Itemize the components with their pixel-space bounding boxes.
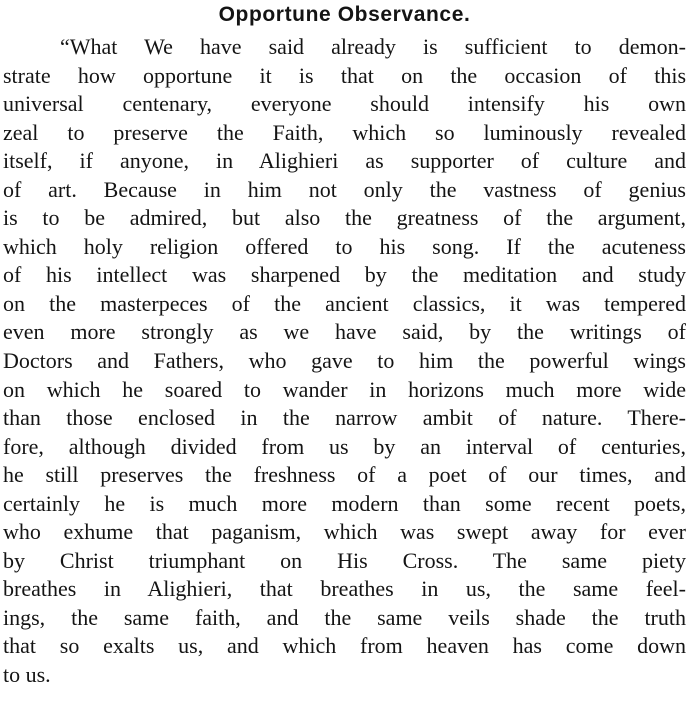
text-line: on which he soared to wander in horizons much more wide (3, 376, 686, 402)
text-line: strate how opportune it is that on the occasion of this (3, 62, 686, 88)
text-line: of his intellect was sharpened by the meditation and study (3, 262, 686, 288)
article-title: Opportune Observance. (218, 3, 471, 26)
text-line: of art. Because in him not only the vastness of genius (3, 176, 686, 202)
text-line: Doctors and Fathers, who gave to him the powerful wings (3, 348, 686, 374)
text-line: than those enclosed in the narrow ambit of nature. There- (3, 405, 686, 431)
text-line: even more strongly as we have said, by the writings of (3, 319, 686, 345)
text-line: itself, if anyone, in Alighieri as supporter of culture and (3, 148, 686, 174)
text-line: he still preserves the freshness of a poet of our times, and (3, 462, 686, 488)
text-line: who exhume that paganism, which was swept away for ever (3, 519, 686, 545)
text-line: on the masterpeces of the ancient classics, it was tempered (3, 290, 686, 316)
text-line: certainly he is much more modern than some recent poets, (3, 490, 686, 516)
text-line: breathes in Alighieri, that breathes in us, the same feel- (3, 576, 686, 602)
text-line: to us. (3, 662, 51, 688)
text-line: fore, although divided from us by an interval of centuries, (3, 433, 686, 459)
article-body (3, 33, 686, 690)
text-line: is to be admired, but also the greatness of the argument, (3, 205, 686, 231)
text-line: “What We have said already is sufficient to demon- (60, 34, 686, 59)
text-line: ings, the same faith, and the same veils shade the truth (3, 604, 686, 630)
text-line: zeal to preserve the Faith, which so luminously revealed (3, 119, 686, 145)
text-line: universal centenary, everyone should intensify his own (3, 91, 686, 117)
text-line: which holy religion offered to his song. If the acuteness (3, 233, 686, 259)
text-line: that so exalts us, and which from heaven has come down (3, 633, 686, 659)
text-line: by Christ triumphant on His Cross. The same piety (3, 547, 686, 573)
